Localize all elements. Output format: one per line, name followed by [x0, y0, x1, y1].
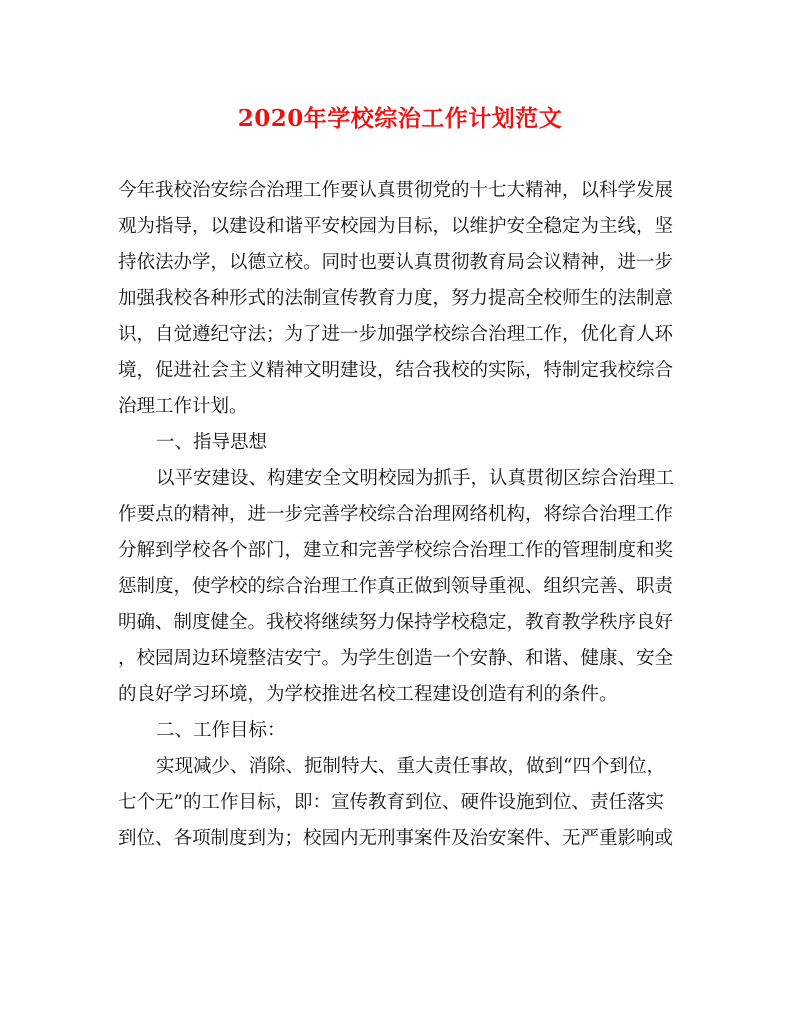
paragraph-line: 今年我校治安综合治理工作要认真贯彻党的十七大精神，以科学发展	[118, 180, 674, 201]
paragraph-line: 的良好学习环境，为学校推进名校工程建设创造有利的条件。	[118, 684, 618, 705]
paragraph-line: 分解到学校各个部门，建立和完善学校综合治理工作的管理制度和奖	[118, 540, 674, 561]
paragraph-line: 持依法办学，以德立校。同时也要认真贯彻教育局会议精神，进一步	[118, 252, 674, 273]
paragraph-line: 作要点的精神，进一步完善学校综合治理网络机构，将综合治理工作	[118, 504, 674, 525]
paragraph-line: 观为指导，以建设和谐平安校园为目标，以维护安全稳定为主线，坚	[118, 216, 674, 237]
document-title: 2020年学校综治工作计划范文	[237, 105, 563, 132]
paragraph-line: 实现减少、消除、扼制特大、重大责任事故，做到“四个到位，	[156, 756, 665, 777]
paragraph-line: 境，促进社会主义精神文明建设，结合我校的实际，特制定我校综合	[118, 360, 674, 381]
paragraph-line: ，校园周边环境整洁安宁。为学生创造一个安静、和谐、健康、安全	[118, 648, 674, 669]
paragraph-line: 治理工作计划。	[118, 396, 248, 417]
paragraph-line: 加强我校各种形式的法制宣传教育力度，努力提高全校师生的法制意	[118, 288, 674, 309]
paragraph-line: 惩制度，使学校的综合治理工作真正做到领导重视、组织完善、职责	[118, 576, 674, 597]
paragraph-line: 识，自觉遵纪守法；为了进一步加强学校综合治理工作，优化育人环	[118, 324, 674, 345]
paragraph-line: 七个无”的工作目标，即：宣传教育到位、硬件设施到位、责任落实	[118, 792, 664, 813]
paragraph-line: 到位、各项制度到为；校园内无刑事案件及治安案件、无严重影响或	[118, 828, 674, 849]
section-heading: 二、工作目标：	[156, 720, 286, 741]
section-heading: 一、指导思想	[156, 432, 268, 453]
paragraph-line: 明确、制度健全。我校将继续努力保持学校稳定，教育教学秩序良好	[118, 612, 674, 633]
paragraph-line: 以平安建设、构建安全文明校园为抓手，认真贯彻区综合治理工	[156, 468, 675, 489]
